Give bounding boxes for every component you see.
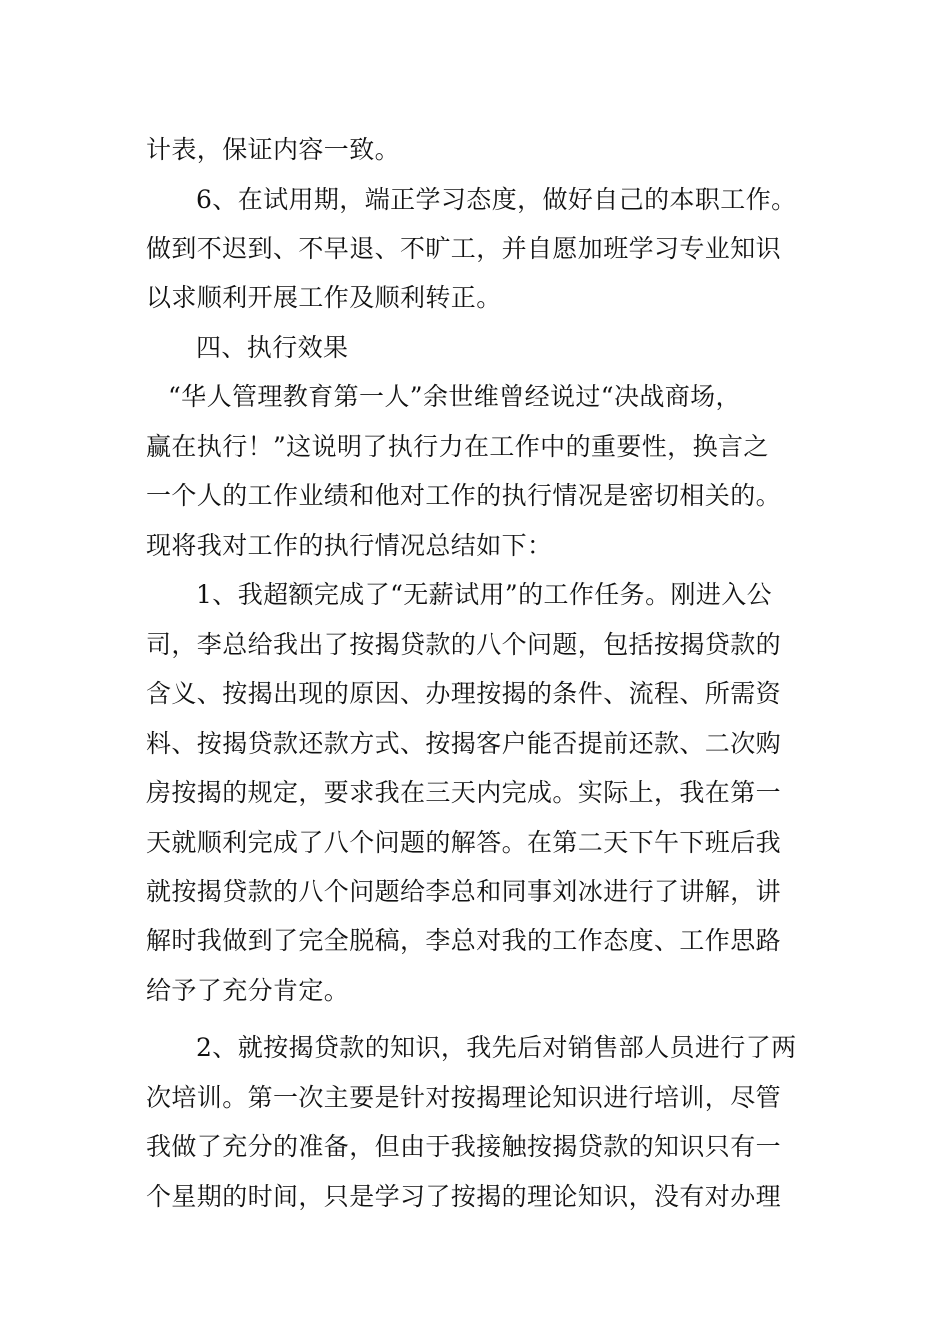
section-heading: 四、执行效果 — [196, 333, 349, 362]
text-line: 天就顺利完成了八个问题的解答。在第二天下午下班后我 — [146, 828, 782, 857]
text-line: 赢在执行！”这说明了执行力在工作中的重要性，换言之 — [146, 432, 769, 461]
text-line: “华人管理教育第一人”余世维曾经说过“决战商场， — [168, 382, 741, 411]
text-line: 我做了充分的准备，但由于我接触按揭贷款的知识只有一 — [146, 1132, 782, 1161]
text-line: 做到不迟到、不早退、不旷工，并自愿加班学习专业知识 — [146, 234, 782, 263]
text-line: 现将我对工作的执行情况总结如下： — [146, 531, 553, 560]
text-line: 解时我做到了完全脱稿，李总对我的工作态度、工作思路 — [146, 926, 782, 955]
text-line: 房按揭的规定，要求我在三天内完成。实际上，我在第一 — [146, 778, 782, 807]
text-line: 司，李总给我出了按揭贷款的八个问题，包括按揭贷款的 — [146, 630, 782, 659]
text-line: 个星期的时间，只是学习了按揭的理论知识，没有对办理 — [146, 1182, 782, 1211]
text-line: 一个人的工作业绩和他对工作的执行情况是密切相关的。 — [146, 481, 782, 510]
text-line: 1、我超额完成了“无薪试用”的工作任务。刚进入公 — [196, 580, 773, 609]
text-line: 计表，保证内容一致。 — [146, 135, 401, 164]
text-line: 6、在试用期，端正学习态度，做好自己的本职工作。 — [196, 185, 797, 214]
text-line: 给予了充分肯定。 — [146, 976, 350, 1005]
text-line: 含义、按揭出现的原因、办理按揭的条件、流程、所需资 — [146, 679, 782, 708]
text-line: 2、就按揭贷款的知识，我先后对销售部人员进行了两 — [196, 1033, 797, 1062]
text-line: 以求顺利开展工作及顺利转正。 — [146, 283, 502, 312]
text-line: 就按揭贷款的八个问题给李总和同事刘冰进行了讲解，讲 — [146, 877, 782, 906]
text-line: 料、按揭贷款还款方式、按揭客户能否提前还款、二次购 — [146, 729, 782, 758]
text-line: 次培训。第一次主要是针对按揭理论知识进行培训，尽管 — [146, 1083, 782, 1112]
